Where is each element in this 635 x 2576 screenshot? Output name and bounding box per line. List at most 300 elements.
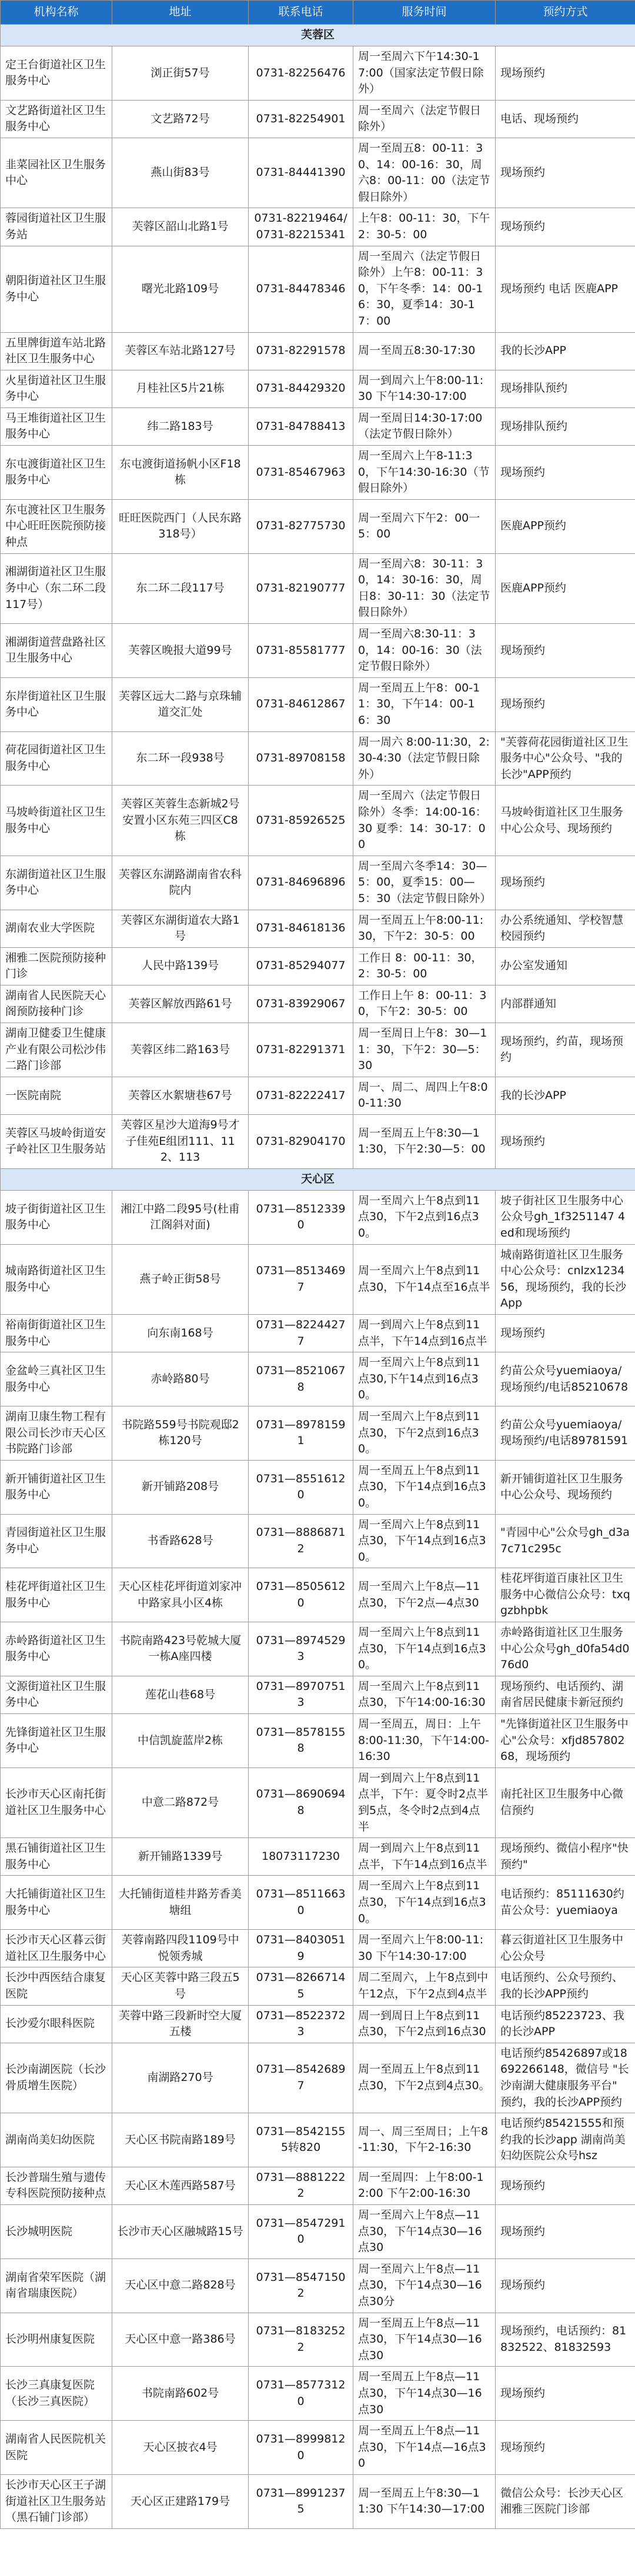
service-time-cell: 周一至周六8:30-11：30，14：00-16：30（法定节假日除外）: [353, 624, 496, 678]
service-time-cell: 周一至周五上午8点—11点30，下午14点—16点30: [353, 2421, 496, 2475]
address-cell: 向东南168号: [112, 1314, 249, 1352]
table-row: [1, 1676, 635, 1713]
service-time-cell: 周一周六 8:00-11:30，2:30-4:30（法定节假日除外）: [353, 731, 496, 786]
institution-name-cell: 长沙城明医院: [1, 2205, 112, 2259]
service-time-cell: 周一到周六上午8点到11点半，下午14点到16点半: [353, 1838, 496, 1876]
address-cell: 芙蓉区解放西路61号: [112, 985, 249, 1023]
institution-name-cell: 湖南尚美妇幼医院: [1, 2113, 112, 2167]
phone-cell: 0731-82291371: [249, 1023, 353, 1077]
service-time-cell: 周一至周四：上午8:00-12:00 下午2:00-16:30: [353, 2167, 496, 2204]
address-cell: 芙蓉区东湖路湖南省农科院内: [112, 856, 249, 910]
institution-name-cell: 长沙普瑞生殖与遗传专科医院预防接种点: [1, 2167, 112, 2204]
service-time-cell: 周一至周六上午8点到11点30,下午14点到16点30。: [353, 1352, 496, 1406]
booking-method-cell: 电话、现场预约: [496, 100, 635, 138]
phone-cell: 0731-82190777: [249, 553, 353, 623]
table-row: [1, 2167, 635, 2204]
table-row: [1, 407, 635, 445]
booking-method-cell: 现场预约: [496, 1115, 635, 1169]
booking-method-cell: 办公室发通知: [496, 947, 635, 985]
service-time-cell: 周一到周六上午8点到11点半，下午：夏令时2点半到5点，冬令时2点到4点半: [353, 1768, 496, 1837]
booking-method-cell: 城南路街道社区卫生服务中心公众号：cnlzx123456，现场预约，我的长沙App: [496, 1244, 635, 1314]
booking-method-cell: 内部群通知: [496, 985, 635, 1023]
institution-name-cell: 东岸街道社区卫生服务中心: [1, 677, 112, 731]
address-cell: 浏正街57号: [112, 46, 249, 101]
address-cell: 人民中路139号: [112, 947, 249, 985]
address-cell: 莲花山巷68号: [112, 1676, 249, 1713]
phone-cell: 0731-84618136: [249, 910, 353, 947]
phone-cell: 0731-82254901: [249, 100, 353, 138]
institution-name-cell: 荷花园街道社区卫生服务中心: [1, 731, 112, 786]
institution-name-cell: 长沙明州康复医院: [1, 2313, 112, 2367]
table-row: [1, 1967, 635, 2005]
service-time-cell: 周一至周六上午8点—11点30，下午2点—4点30: [353, 1568, 496, 1622]
phone-cell: 0731—85210678: [249, 1352, 353, 1406]
booking-method-cell: 微信公众号：长沙天心区湘雅三医院门诊部: [496, 2474, 635, 2528]
booking-method-cell: 现场排队预约: [496, 370, 635, 407]
service-time-cell: 周一至周六上午8-11:30，下午14:30-16:30（节假日除外）: [353, 446, 496, 500]
booking-method-cell: 电话预约85223723、我的长沙APP: [496, 2005, 635, 2043]
address-cell: 曙光北路109号: [112, 246, 249, 332]
institution-name-cell: 湖南省人民医院天心阁预防接种门诊: [1, 985, 112, 1023]
column-header-service-time: 服务时间: [353, 1, 496, 25]
institution-name-cell: 东屯渡社区卫生服务中心旺旺医院预防接种点: [1, 499, 112, 553]
booking-method-cell: "青园中心"公众号gh_d3a7c71c295c: [496, 1514, 635, 1568]
service-time-cell: 周一至周五上午8:00-11:30，下午2：30-5：00: [353, 910, 496, 947]
phone-cell: 0731—81832522: [249, 2313, 353, 2367]
address-cell: 芙蓉区远大二路与京珠辅道交汇处: [112, 677, 249, 731]
address-cell: 芙蓉区水絮塘巷67号: [112, 1077, 249, 1114]
phone-cell: 0731-84441390: [249, 138, 353, 208]
table-row: [1, 2313, 635, 2367]
table-row: [1, 332, 635, 370]
booking-method-cell: 现场预约: [496, 2367, 635, 2421]
service-time-cell: 周一至周六下午14:30-17:00（国家法定节假日除外）: [353, 46, 496, 101]
service-time-cell: 周一、周三至周日；上午8-11:30，下午2-16:30: [353, 2113, 496, 2167]
service-time-cell: 周一、周二、周四上午8:00-11:30: [353, 1077, 496, 1114]
phone-cell: 0731—89707513: [249, 1676, 353, 1713]
phone-cell: 0731—89745293: [249, 1622, 353, 1676]
phone-cell: 0731—85426897: [249, 2043, 353, 2113]
service-time-cell: 周一至周六上午8:00-11:30 下午14:30-17:00: [353, 1930, 496, 1967]
table-row: [1, 1460, 635, 1514]
address-cell: 长沙市天心区融城路15号: [112, 2205, 249, 2259]
institution-name-cell: 长沙市天心区南托街道社区卫生服务中心: [1, 1768, 112, 1837]
phone-cell: 0731-82291578: [249, 332, 353, 370]
institution-name-cell: 一医院南院: [1, 1077, 112, 1114]
booking-method-cell: "先锋街道社区卫生服务中心"公众号：xfjd85780268，现场预约: [496, 1714, 635, 1768]
institution-name-cell: 长沙市天心区暮云街道社区卫生服务中心: [1, 1930, 112, 1967]
booking-method-cell: 现场排队预约: [496, 407, 635, 445]
booking-method-cell: 现场预约、电话预约、湖南省居民健康卡新冠预约: [496, 1676, 635, 1713]
table-row: [1, 1077, 635, 1114]
address-cell: 书院路559号书院观邸2栋120号: [112, 1406, 249, 1460]
service-time-cell: 周一至周五上午8：00-11：30，下午14：00-16：30: [353, 677, 496, 731]
phone-cell: 0731—85421555转820: [249, 2113, 353, 2167]
phone-cell: 0731—85134697: [249, 1244, 353, 1314]
table-row: [1, 46, 635, 101]
phone-cell: 0731—88812222: [249, 2167, 353, 2204]
address-cell: 天心区书院南路189号: [112, 2113, 249, 2167]
address-cell: 燕山街83号: [112, 138, 249, 208]
table-row: [1, 2258, 635, 2313]
service-time-cell: 周一至周六冬季14：30—5：00，夏季15：00—5：30（法定节假日除外）: [353, 856, 496, 910]
table-row: [1, 985, 635, 1023]
table-row: [1, 2474, 635, 2528]
phone-cell: 0731-85467963: [249, 446, 353, 500]
table-row: [1, 1768, 635, 1837]
service-time-cell: 周一至周五上午8:30—11:30 下午14:30—17:00: [353, 2474, 496, 2528]
table-row: [1, 1930, 635, 1967]
address-cell: 天心区芙蓉中路三段五5号: [112, 1967, 249, 2005]
institution-name-cell: 新开铺街道社区卫生服务中心: [1, 1460, 112, 1514]
phone-cell: 0731—82667145: [249, 1967, 353, 2005]
phone-cell: 0731—88868712: [249, 1514, 353, 1568]
phone-cell: 0731—84030519: [249, 1930, 353, 1967]
institution-name-cell: 城南路街道社区卫生服务中心: [1, 1244, 112, 1314]
phone-cell: 0731—85472910: [249, 2205, 353, 2259]
service-time-cell: 周一到周六上午8:00-11:30 下午14:30-17:00: [353, 370, 496, 407]
booking-method-cell: 现场预约，电话预约：81832522、81832593: [496, 2313, 635, 2367]
institution-name-cell: 裕南街街道社区卫生服务中心: [1, 1314, 112, 1352]
address-cell: 月桂社区5片21栋: [112, 370, 249, 407]
phone-cell: 0731—85773120: [249, 2367, 353, 2421]
phone-cell: 0731-85294077: [249, 947, 353, 985]
address-cell: 书香路628号: [112, 1514, 249, 1568]
booking-method-cell: 现场预约: [496, 2205, 635, 2259]
table-row: [1, 1406, 635, 1460]
address-cell: 湘江中路二段95号(杜甫江阁斜对面): [112, 1190, 249, 1244]
phone-cell: 0731-83929067: [249, 985, 353, 1023]
booking-method-cell: 现场预约，约苗，现场预约: [496, 1023, 635, 1077]
booking-method-cell: 现场预约: [496, 2258, 635, 2313]
booking-method-cell: 新开铺街道社区卫生服务中心公众号、现场预约: [496, 1460, 635, 1514]
service-time-cell: 周一至周六下午2：00一5：00: [353, 499, 496, 553]
address-cell: 芙蓉区纬二路163号: [112, 1023, 249, 1077]
column-header-phone: 联系电话: [249, 1, 353, 25]
booking-method-cell: 南托社区卫生服务中心微信预约: [496, 1768, 635, 1837]
table-row: [1, 1115, 635, 1169]
institution-name-cell: 大托铺街道社区卫生服务中心: [1, 1876, 112, 1930]
address-cell: 书院南路423号乾城大厦一栋A座四楼: [112, 1622, 249, 1676]
table-row: [1, 2205, 635, 2259]
service-time-cell: 周一至周六8：30-11：30，14：30-16：30，周日8：30-11：30（法定节假日除外）: [353, 553, 496, 623]
service-time-cell: 周一到周日上午8点到11点30，下午2点到16点30: [353, 2005, 496, 2043]
institution-name-cell: 黑石铺街道社区卫生服务中心: [1, 1838, 112, 1876]
institution-name-cell: 五里牌街道车站北路社区卫生服务中心: [1, 332, 112, 370]
institution-name-cell: 长沙市天心区王子湖街道社区卫生服务站（黑石铺门诊部）: [1, 2474, 112, 2528]
booking-method-cell: 桂花坪街道百康社区卫生服务中心微信公众号：txqgzbhpbk: [496, 1568, 635, 1622]
table-row: [1, 2367, 635, 2421]
booking-method-cell: 我的长沙APP: [496, 1077, 635, 1114]
booking-method-cell: 电话预约85421555和预约我的长沙app 湖南尚美妇幼医院公众号hsz: [496, 2113, 635, 2167]
booking-method-cell: 办公系统通知、学校智慧校园预约: [496, 910, 635, 947]
booking-method-cell: 电话预约85426897或18692266148，微信号 "长沙南湖大健康服务平台" 预约，我的长沙APP预约: [496, 2043, 635, 2113]
booking-method-cell: 马坡岭街道社区卫生服务中心公众号、现场预约: [496, 786, 635, 856]
institution-name-cell: 东湖街道社区卫生服务中心: [1, 856, 112, 910]
phone-cell: 0731—85123390: [249, 1190, 353, 1244]
table-row: [1, 208, 635, 246]
booking-method-cell: 我的长沙APP: [496, 332, 635, 370]
institution-name-cell: 芙蓉区马坡岭街道安子岭社区卫生服务站: [1, 1115, 112, 1169]
institution-name-cell: 先锋街道社区卫生服务中心: [1, 1714, 112, 1768]
service-time-cell: 工作日上午 8：00-11：30，下午2：30-5：00: [353, 985, 496, 1023]
address-cell: 芙蓉区韶山北路1号: [112, 208, 249, 246]
service-time-cell: 周二至周六，上午8点到中午12点，下午2点到4点半: [353, 1967, 496, 2005]
institution-name-cell: 湖南卫健委卫生健康产业有限公司松沙伟二路门诊部: [1, 1023, 112, 1077]
institution-name-cell: 坡子街街道社区卫生服务中心: [1, 1190, 112, 1244]
table-row: [1, 1314, 635, 1352]
header-row: [1, 1, 635, 25]
service-time-cell: 周一至周六上午8点到11点30，下午14点到16点30。: [353, 1514, 496, 1568]
service-time-cell: 周一至周五上午8点到11点30，下午2点到4点30。: [353, 2043, 496, 2113]
service-time-cell: 工作日 8：00-11：30，2：30-5：00: [353, 947, 496, 985]
table-row: [1, 624, 635, 678]
phone-cell: 0731—85223723: [249, 2005, 353, 2043]
address-cell: 天心区披衣4号: [112, 2421, 249, 2475]
address-cell: 新开铺路1339号: [112, 1838, 249, 1876]
table-row: [1, 100, 635, 138]
institution-name-cell: 马坡岭街道社区卫生服务中心: [1, 786, 112, 856]
table-row: [1, 677, 635, 731]
institution-name-cell: 蓉园街道社区卫生服务站: [1, 208, 112, 246]
phone-cell: 0731—85471502: [249, 2258, 353, 2313]
table-row: [1, 138, 635, 208]
booking-method-cell: 坡子街社区卫生服务中心公众号gh_1f3251147 4ed和现场预约: [496, 1190, 635, 1244]
address-cell: 南湖路270号: [112, 2043, 249, 2113]
table-row: [1, 1838, 635, 1876]
phone-cell: 0731-85926525: [249, 786, 353, 856]
phone-cell: 0731-89708158: [249, 731, 353, 786]
district-section-title: 芙蓉区: [1, 25, 635, 46]
institution-name-cell: 湘雅二医院预防接种门诊: [1, 947, 112, 985]
booking-method-cell: 现场预约 电话 医鹿APP: [496, 246, 635, 332]
service-time-cell: 周一至周五，周日：上午8:00-11:30，下午14:00-16:30: [353, 1714, 496, 1768]
institution-name-cell: 湖南省荣军医院（湖南省瑞康医院）: [1, 2258, 112, 2313]
address-cell: 芙蓉区晚报大道99号: [112, 624, 249, 678]
service-time-cell: 周一至周五8:30-17:30: [353, 332, 496, 370]
booking-method-cell: 现场预约: [496, 1314, 635, 1352]
table-row: [1, 370, 635, 407]
service-time-cell: 周一到周六上午8点到11点半，下午14点到16点半: [353, 1314, 496, 1352]
service-time-cell: 周一至周五上午8点到11点30，下午14点到16点30。: [353, 1460, 496, 1514]
address-cell: 天心区木莲西路587号: [112, 2167, 249, 2204]
service-time-cell: 周一至周六上午8点到11点30，下午2点到16点30。: [353, 1406, 496, 1460]
phone-cell: 0731—86906948: [249, 1768, 353, 1837]
phone-cell: 0731—85516120: [249, 1460, 353, 1514]
table-row: [1, 2113, 635, 2167]
service-time-cell: 周一至周六（法定节假日除外）上午8：00-11：30，下午冬季：14：00-16：30，夏季14：30-17：00: [353, 246, 496, 332]
institution-name-cell: 文源街道社区卫生服务中心: [1, 1676, 112, 1713]
address-cell: 旺旺医院西门（人民东路318号）: [112, 499, 249, 553]
service-time-cell: 周一至周六（法定节假日除外）冬季：14:00-16：30 夏季：14：30-17：00: [353, 786, 496, 856]
service-time-cell: 周一至周五上午8点—11点30，下午14点30—16点30: [353, 2367, 496, 2421]
booking-method-cell: 现场预约: [496, 624, 635, 678]
phone-cell: 0731—89998120: [249, 2421, 353, 2475]
institution-name-cell: 湘湖街道营盘路社区卫生服务中心: [1, 624, 112, 678]
address-cell: 天心区中意一路386号: [112, 2313, 249, 2367]
district-section-row: [1, 25, 635, 46]
institution-name-cell: 东屯渡街道社区卫生服务中心: [1, 446, 112, 500]
service-time-cell: 上午8：00-11：30，下午2：30-5：00: [353, 208, 496, 246]
phone-cell: 0731—85056120: [249, 1568, 353, 1622]
booking-method-cell: 电话预约、公众号预约、我的长沙APP预约: [496, 1967, 635, 2005]
booking-method-cell: 约苗公众号yuemiaoya/现场预约/电话89781591: [496, 1406, 635, 1460]
address-cell: 芙蓉区星沙大道海9号才子佳苑E组团111、112、113: [112, 1115, 249, 1169]
institution-name-cell: 湖南省人民医院机关医院: [1, 2421, 112, 2475]
table-row: [1, 786, 635, 856]
address-cell: 芙蓉区车站北路127号: [112, 332, 249, 370]
address-cell: 书院南路602号: [112, 2367, 249, 2421]
table-row: [1, 246, 635, 332]
institution-name-cell: 湖南卫康生物工程有限公司长沙市天心区书院路门诊部: [1, 1406, 112, 1460]
booking-method-cell: 赤岭路街道社区卫生服务中心公众号gh_d0fa54d076d0: [496, 1622, 635, 1676]
service-time-cell: 周一至周六上午8点到11点30，下午14点到16点30。: [353, 1876, 496, 1930]
institution-name-cell: 长沙南湖医院（长沙骨质增生医院）: [1, 2043, 112, 2113]
institution-name-cell: 长沙中西医结合康复医院: [1, 1967, 112, 2005]
table-row: [1, 1023, 635, 1077]
institution-name-cell: 火星街道社区卫生服务中心: [1, 370, 112, 407]
district-section-title: 天心区: [1, 1168, 635, 1190]
table-row: [1, 1352, 635, 1406]
booking-method-cell: 约苗公众号yuemiaoya/现场预约/电话85210678: [496, 1352, 635, 1406]
district-section-row: [1, 1168, 635, 1190]
phone-cell: 0731-82775730: [249, 499, 353, 553]
address-cell: 大托铺街道桂井路芳香美塘组: [112, 1876, 249, 1930]
table-body: [1, 25, 635, 2529]
table-row: [1, 1714, 635, 1768]
booking-method-cell: 现场预约: [496, 2167, 635, 2204]
service-time-cell: 周一至周五8：00-11：30、14：00-16：30，周六8：00-11：00（法定节假日除外）: [353, 138, 496, 208]
table-row: [1, 856, 635, 910]
institution-name-cell: 文艺路街道社区卫生服务中心: [1, 100, 112, 138]
service-time-cell: 周一至周日14:30-17:00（法定节假日除外）: [353, 407, 496, 445]
institution-name-cell: 桂花坪街道社区卫生服务中心: [1, 1568, 112, 1622]
column-header-institution: 机构名称: [1, 1, 112, 25]
address-cell: 芙蓉区芙蓉生态新城2号安置小区东苑三四区C8栋: [112, 786, 249, 856]
phone-cell: 0731—82244277: [249, 1314, 353, 1352]
table-row: [1, 2043, 635, 2113]
institution-name-cell: 金盆岭三真社区卫生服务中心: [1, 1352, 112, 1406]
booking-method-cell: 现场预约: [496, 2421, 635, 2475]
phone-cell: 0731—89781591: [249, 1406, 353, 1460]
phone-cell: 0731-85581777: [249, 624, 353, 678]
table-row: [1, 1244, 635, 1314]
phone-cell: 0731-84612867: [249, 677, 353, 731]
booking-method-cell: 医鹿APP预约: [496, 553, 635, 623]
service-time-cell: 周一至周日上午8：30—11：30，下午2：30—5：30: [353, 1023, 496, 1077]
institution-name-cell: 朝阳街道社区卫生服务中心: [1, 246, 112, 332]
booking-method-cell: 现场预约: [496, 46, 635, 101]
table-row: [1, 2421, 635, 2475]
address-cell: 赤岭路80号: [112, 1352, 249, 1406]
address-cell: 天心区中意二路828号: [112, 2258, 249, 2313]
institution-name-cell: 马王堆街道社区卫生服务中心: [1, 407, 112, 445]
institution-name-cell: 长沙爱尔眼科医院: [1, 2005, 112, 2043]
table-row: [1, 1876, 635, 1930]
address-cell: 文艺路72号: [112, 100, 249, 138]
institution-name-cell: 湖南农业大学医院: [1, 910, 112, 947]
table-header: [1, 1, 635, 25]
institution-name-cell: 定王台街道社区卫生服务中心: [1, 46, 112, 101]
address-cell: 新开铺路208号: [112, 1460, 249, 1514]
address-cell: 天心区正建路179号: [112, 2474, 249, 2528]
address-cell: 天心区桂花坪街道刘家冲中路家具小区4栋: [112, 1568, 249, 1622]
table-row: [1, 1622, 635, 1676]
booking-method-cell: 暮云街道社区卫生服务中心公众号: [496, 1930, 635, 1967]
address-cell: 东二环一段938号: [112, 731, 249, 786]
booking-method-cell: 电话预约：85111630约苗公众号：yuemiaoya: [496, 1876, 635, 1930]
service-time-cell: 周一至周五上午8:30—11:30，下午2:30—5：00: [353, 1115, 496, 1169]
booking-method-cell: 医鹿APP预约: [496, 499, 635, 553]
phone-cell: 18073117230: [249, 1838, 353, 1876]
address-cell: 芙蓉南路四段1109号中悦领秀城: [112, 1930, 249, 1967]
booking-method-cell: 现场预约: [496, 138, 635, 208]
booking-method-cell: 现场预约、微信小程序"快预约": [496, 1838, 635, 1876]
service-time-cell: 周一至周五上午8点—11点30，下午14点30—16点30: [353, 2313, 496, 2367]
address-cell: 东二环二段117号: [112, 553, 249, 623]
institution-name-cell: 赤岭路街道社区卫生服务中心: [1, 1622, 112, 1676]
phone-cell: 0731-84429320: [249, 370, 353, 407]
booking-method-cell: 现场预约: [496, 446, 635, 500]
service-time-cell: 周一至周六上午8点—11点30，下午14点30—16点30: [353, 2205, 496, 2259]
address-cell: 燕子岭正街58号: [112, 1244, 249, 1314]
service-time-cell: 周一至周六上午8点到11点30，下午14:00-16:30: [353, 1676, 496, 1713]
phone-cell: 0731-84696896: [249, 856, 353, 910]
institution-name-cell: 青园街道社区卫生服务中心: [1, 1514, 112, 1568]
table-row: [1, 553, 635, 623]
table-row: [1, 731, 635, 786]
address-cell: 中信凯旋蓝岸2栋: [112, 1714, 249, 1768]
column-header-booking-method: 预约方式: [496, 1, 635, 25]
phone-cell: 0731—85116630: [249, 1876, 353, 1930]
address-cell: 芙蓉区东湖街道农大路1号: [112, 910, 249, 947]
table-row: [1, 1190, 635, 1244]
phone-cell: 0731-84788413: [249, 407, 353, 445]
service-time-cell: 周一至周六（法定节假日除外）: [353, 100, 496, 138]
address-cell: 东屯渡街道扬帆小区F18栋: [112, 446, 249, 500]
service-time-cell: 周一至周六上午8点—11点30，下午14点30—16点30分: [353, 2258, 496, 2313]
table-row: [1, 2005, 635, 2043]
booking-method-cell: 现场预约: [496, 856, 635, 910]
table-row: [1, 1514, 635, 1568]
phone-cell: 0731—85781558: [249, 1714, 353, 1768]
booking-method-cell: 现场预约: [496, 677, 635, 731]
address-cell: 芙蓉中路三段新时空大厦五楼: [112, 2005, 249, 2043]
phone-cell: 0731-82904170: [249, 1115, 353, 1169]
column-header-address: 地址: [112, 1, 249, 25]
table-row: [1, 1568, 635, 1622]
institution-name-cell: 长沙三真康复医院（长沙三真医院）: [1, 2367, 112, 2421]
booking-method-cell: 现场预约: [496, 208, 635, 246]
service-time-cell: 周一至周六上午8点到11点30，下午14点到16点30。: [353, 1622, 496, 1676]
phone-cell: 0731—89912375: [249, 2474, 353, 2528]
booking-method-cell: "芙蓉荷花园街道社区卫生服务中心"公众号、"我的长沙"APP预约: [496, 731, 635, 786]
table-row: [1, 947, 635, 985]
institution-name-cell: 韭菜园社区卫生服务中心: [1, 138, 112, 208]
phone-cell: 0731-82256476: [249, 46, 353, 101]
address-cell: 纬二路183号: [112, 407, 249, 445]
service-time-cell: 周一至周六上午8点到11点30，下午14点至16点半: [353, 1244, 496, 1314]
table-row: [1, 499, 635, 553]
address-cell: 中意二路872号: [112, 1768, 249, 1837]
phone-cell: 0731-82219464/0731-82215341: [249, 208, 353, 246]
table-row: [1, 910, 635, 947]
phone-cell: 0731-84478346: [249, 246, 353, 332]
table-row: [1, 446, 635, 500]
institution-name-cell: 湘湖街道社区卫生服务中心（东二环二段117号）: [1, 553, 112, 623]
phone-cell: 0731-82222417: [249, 1077, 353, 1114]
service-time-cell: 周一至周六上午8点到11点30，下午2点到16点30。: [353, 1190, 496, 1244]
